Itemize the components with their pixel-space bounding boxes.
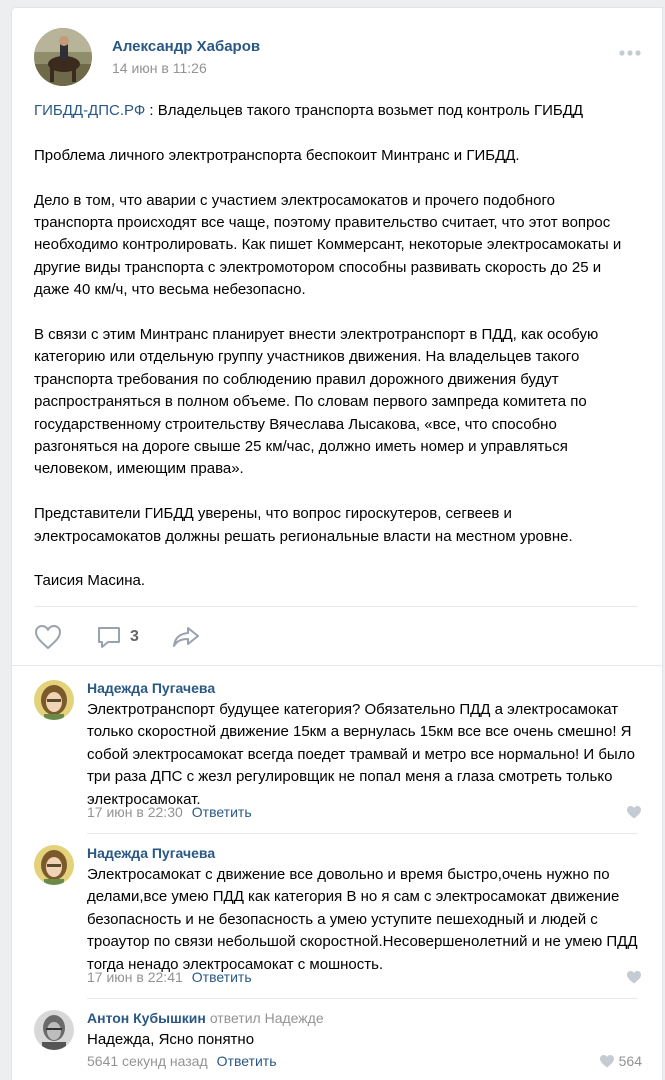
heart-icon [626,970,642,984]
comment-divider [87,998,638,999]
reply-button[interactable]: Ответить [191,969,252,985]
commenter-name-link[interactable]: Антон Кубышкин [87,1010,206,1026]
author-avatar[interactable] [34,28,92,86]
like-count: 564 [618,1053,642,1069]
like-button[interactable] [34,620,62,654]
post-header [12,8,662,88]
heart-icon [34,624,62,650]
post-card [12,8,662,1080]
comment-date[interactable]: 5641 секунд назад [87,1053,208,1069]
comment-button[interactable] [96,620,139,654]
author-name[interactable]: Александр Хабаров [112,38,261,55]
comment-date[interactable]: 17 июн в 22:30 [87,804,183,820]
comment-text: Надежда, Ясно понятно [87,1031,255,1048]
commenter-avatar[interactable] [34,1010,74,1050]
heart-icon [599,1054,615,1068]
reply-button[interactable]: Ответить [216,1053,277,1069]
comment-date[interactable]: 17 июн в 22:41 [87,969,183,985]
comment-meta [87,804,252,820]
comment-divider [87,833,638,834]
post-paragraph: Проблема личного электротранспорта беспокоит Минтранс и ГИБДД. [34,146,520,164]
comment-meta [87,1053,276,1069]
headline-text: : Владельцев такого транспорта возьмет под контроль ГИБДД [145,102,584,119]
commenter-name [87,1010,324,1026]
comment-text: Электротранспорт будущее категория? Обязательно ПДД а электросамокат только скоростной движение 15км а вернулась 15км все все очень смешно! Я собой электросамокат всегда поедет трамвай и метро все нормально! И было три раза ДПС с жезл регулировщик не попал меня а глаза смотреть только электросамокат. [87,701,635,808]
heart-icon [626,805,642,819]
more-options-icon[interactable] [618,44,642,52]
post-paragraph: Дело в том, что аварии с участием электросамокатов и прочего подобного транспорта происходят все чаще, поэтому правительство считает, что этот вопрос необходимо контролировать. Как пишет Коммерсант, некоторые электросамокаты и другие виды транспорта с электромотором способны развивать скорость до 25 и даже 40 км/ч, что весьма небезопасно. [34,191,622,299]
share-button[interactable] [172,620,200,654]
post-divider [34,606,638,607]
source-link[interactable]: ГИБДД-ДПС.РФ [34,102,146,119]
commenter-name[interactable]: Надежда Пугачева [87,680,216,696]
comments-divider [12,665,662,666]
commenter-name[interactable]: Надежда Пугачева [87,845,216,861]
comment-meta [87,969,252,985]
post-paragraph: В связи с этим Минтранс планирует внести электротранспорт в ПДД, как особую категорию или отдельную группу участников движения. На владельцев такого транспорта требования по соблюдению правил дорожного движения будут распространяться в полном объеме. По словам первого зампреда комитета по государственному строительству Вячеслава Лысакова, «все, что способно разгоняться на дороге свыше 25 км/час, должно иметь номер и управляться человеком, имеющим права». [34,326,599,478]
reply-button[interactable]: Ответить [191,804,252,820]
comment-icon [96,625,122,649]
commenter-avatar[interactable] [34,845,74,885]
comment-like-button[interactable] [626,970,642,984]
comment-like-button[interactable] [626,805,642,819]
post-text [34,100,634,615]
share-icon [172,626,200,648]
reply-to-label[interactable]: ответил Надежде [209,1010,324,1026]
post-paragraph: Представители ГИБДД уверены, что вопрос гироскутеров, сегвеев и электросамокатов должны решать региональные власти на местном уровне. [34,505,573,545]
commenter-avatar[interactable] [34,680,74,720]
comment-like-button[interactable] [599,1053,642,1069]
post-date[interactable]: 14 июн в 11:26 [112,60,207,76]
post-headline [34,100,634,122]
comment-count: 3 [130,628,139,645]
comment-text: Электросамокат с движение все довольно и время быстро,очень нужно по делами,все умею ПДД как категория В но я сам с электросамокат движение безопасность и не безопасность а умею уступите пешеходный и людей с троаутор по связи небольшой скоростной.Несовершенолетний и не умею ПДД тогда ненадо электросамокат с мошность. [87,866,638,973]
post-signature: Таисия Масина. [34,572,146,590]
post-actions [34,620,334,654]
